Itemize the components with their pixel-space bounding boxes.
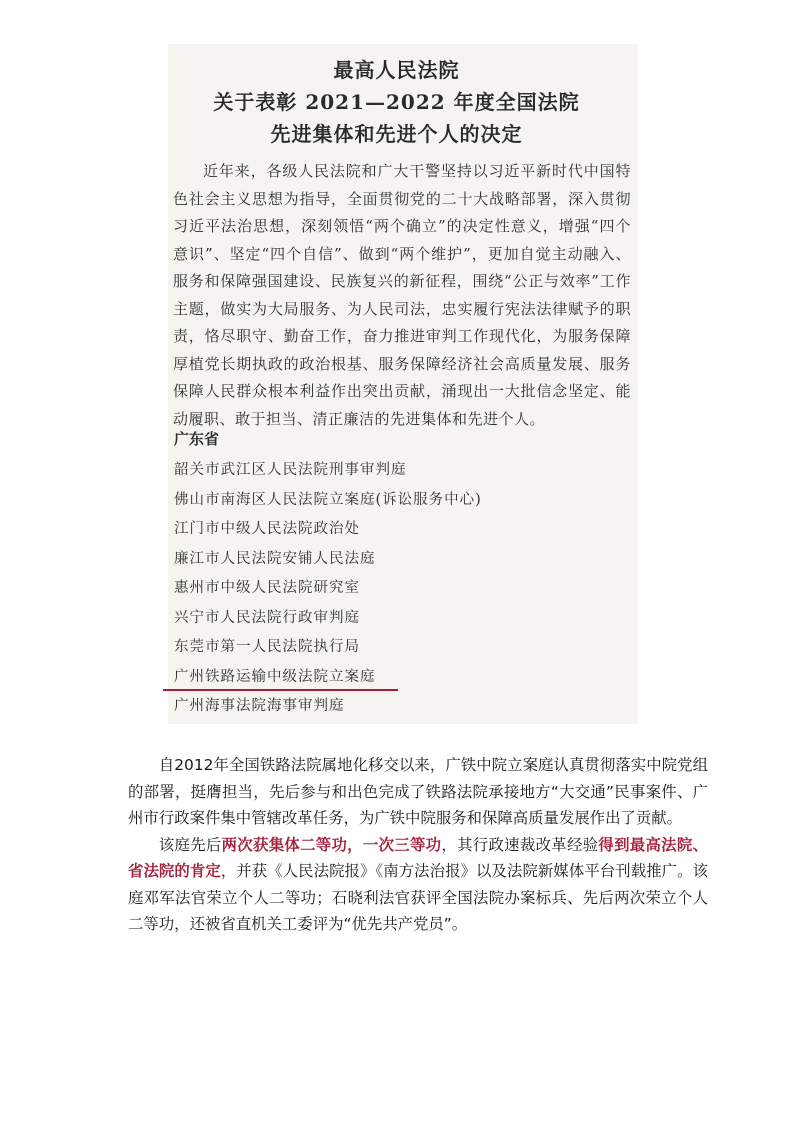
article-paragraph-1: 自2012年全国铁路法院属地化移交以来，广铁中院立案庭认真贯彻落实中院党组的部署，挺膺担当，先后参与和出色完成了铁路法院承接地方“大交通”民事案件、广州市行政案件集中管辖改革任务，为广铁中院服务和保障高质量发展作出了贡献。: [128, 756, 708, 827]
text-span: ，并获《人民法院报》《南方法治报》以及法院新媒体平台刊载推广。该庭邓军法官荣立个人二等功；石晓利法官获评全国法院办案标兵、先后两次荣立个人二等功，还被省直机关工委评为“优先共产党员”。: [128, 862, 708, 933]
list-item: 广州铁路运输中级法院立案庭: [174, 668, 376, 685]
list-item: 东莞市第一人民法院执行局: [174, 639, 360, 655]
text-span: 该庭先后: [158, 835, 222, 854]
list-item: 韶关市武江区人民法院刑事审判庭: [174, 462, 407, 478]
article-body: [128, 752, 708, 938]
province-heading: 广东省: [174, 430, 220, 448]
list-item: 廉江市人民法院安铺人民法庭: [174, 550, 376, 567]
document-title-line-3: 先进集体和先进个人的决定: [270, 122, 523, 146]
list-item: 江门市中级人民法院政治处: [174, 521, 360, 537]
article-paragraph-2: [128, 832, 708, 938]
list-item: 广州海事法院海事审判庭: [174, 698, 345, 714]
text-span: ，其行政速裁改革经验: [441, 835, 599, 854]
highlight-underline: [163, 689, 398, 691]
list-item: 惠州市中级人民法院研究室: [174, 580, 360, 596]
highlight-recognition: 得到最高法院、省法院的肯定: [128, 835, 708, 880]
list-item: 兴宁市人民法院行政审判庭: [174, 609, 360, 626]
document-title-line-1: 最高人民法院: [333, 58, 460, 82]
intro-paragraph: 近年来，各级人民法院和广大干警坚持以习近平新时代中国特色社会主义思想为指导，全面贯彻党的二十大战略部署，深入贯彻习近平法治思想，深刻领悟“两个确立”的决定性意义，增强“四个意识”、坚定“四个自信”、做到“两个维护”，更加自觉主动融入、服务和保障强国建设、民族复兴的新征程，围绕“公正与效率”工作主题，做实为大局服务、为人民司法，忠实履行宪法法律赋予的职责，恪尽职守、勤奋工作，奋力推进审判工作现代化，为服务保障厚植党长期执政的政治根基、服务保障经济社会高质量发展、服务保障人民群众根本利益作出突出贡献，涌现出一大批信念坚定、能动履职、敢于担当、清正廉洁的先进集体和先进个人。: [173, 162, 631, 428]
document-title-line-2: 关于表彰 2021—2022 年度全国法院: [213, 90, 580, 114]
court-list: [174, 456, 482, 722]
highlight-awards: 两次获集体二等功，一次三等功: [221, 835, 442, 854]
list-item: 佛山市南海区人民法院立案庭(诉讼服务中心): [174, 491, 482, 508]
